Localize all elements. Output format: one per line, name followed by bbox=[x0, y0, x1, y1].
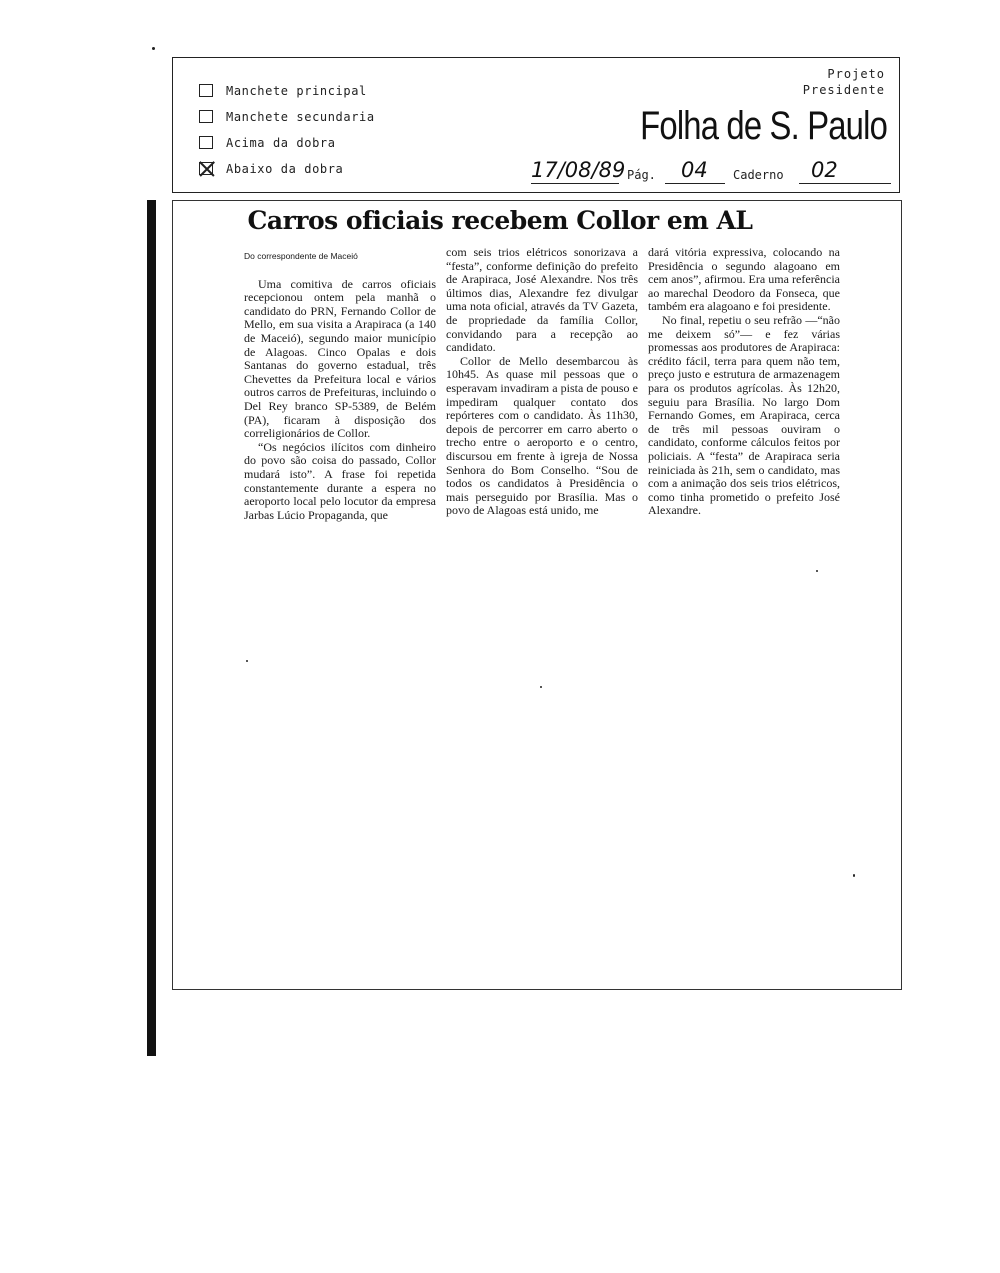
section-number: 02 bbox=[811, 158, 838, 182]
checkbox[interactable] bbox=[199, 84, 213, 97]
page-number: 04 bbox=[681, 158, 708, 182]
paragraph: dará vitória expressiva, colocando na Presidência o segundo alagoano em cem anos”, afirmou. Era uma referência ao marechal Deodoro da Fonseca, que também era alagoano e foi presidente. bbox=[648, 245, 840, 314]
project-label bbox=[803, 66, 885, 98]
checkbox[interactable] bbox=[199, 110, 213, 123]
page-underline bbox=[665, 183, 725, 185]
scan-speck bbox=[152, 47, 155, 50]
article-column-2 bbox=[446, 246, 638, 518]
article-column-1 bbox=[244, 250, 436, 522]
date-value: 17/08/89 bbox=[531, 158, 626, 182]
section-label: Caderno bbox=[733, 168, 784, 182]
paragraph: No final, repetiu o seu refrão —“não me deixem só”— e fez várias promessas aos produtores de Arapiraca: crédito fácil, terra para quem não tem, preço justo e estrutura de armazenagem para os produtos agrícolas. Às 12h20, seguiu para Brasília. No largo Dom Fernando Gomes, em Arapiraca, cerca de três mil pessoas ouviram o candidato, conforme cálculos feitos por policiais. A “festa” de Arapiraca seria reiniciada às 21h, sem o candidato, mas com a animação dos seis trios elétricos, como tinha prometido o prefeito José Alexandre. bbox=[648, 312, 840, 518]
option-acima-da-dobra[interactable] bbox=[199, 130, 375, 155]
paragraph: Uma comitiva de carros oficiais recepcionou ontem pela manhã o candidato do PRN, Fernando Collor de Mello, em sua visita a Arapiraca (a 140 de Maceió), segundo maior município de Alagoas. Cinco Opalas e dois Santanas do governo estadual, três Chevettes da Prefeitura local e vários outros carros de Prefeituras, incluindo o Del Rey branco SP-5389, de Belém (PA), ficaram à disposição dos correligionários de Collor. bbox=[244, 276, 436, 441]
paragraph: com seis trios elétricos sonorizava a “festa”, conforme definição do prefeito de Arapiraca, José Alexandre. Nos três últimos dias, Alexandre fez divulgar uma nota oficial, através da TV Gazeta, de propriedade da família Collor, convidando para a recepção ao candidato. bbox=[446, 245, 638, 355]
page-label: Pág. bbox=[627, 168, 656, 182]
clipping-meta bbox=[531, 158, 891, 184]
option-label: Abaixo da dobra bbox=[226, 161, 344, 176]
scan-edge-bar bbox=[147, 200, 156, 1056]
newspaper-name: Folha de S. Paulo bbox=[640, 104, 887, 148]
checkbox[interactable] bbox=[199, 136, 213, 149]
placement-options bbox=[199, 78, 375, 182]
byline: Do correspondente de Maceió bbox=[244, 251, 358, 261]
article-headline: Carros oficiais recebem Collor em AL bbox=[247, 206, 753, 235]
project-line: Projeto bbox=[827, 67, 885, 81]
option-label: Acima da dobra bbox=[226, 135, 336, 150]
clipping-form bbox=[172, 57, 900, 193]
paragraph: “Os negócios ilícitos com dinheiro do povo são coisa do passado, Collor mudará isto”. A frase foi repetida constantemente durante a espera no aeroporto local pelo locutor da empresa Jarbas Lúcio Propaganda, que bbox=[244, 439, 436, 522]
section-underline bbox=[799, 183, 891, 185]
option-label: Manchete secundaria bbox=[226, 109, 375, 124]
date-underline bbox=[531, 183, 619, 185]
option-label: Manchete principal bbox=[226, 83, 367, 98]
option-manchete-principal[interactable] bbox=[199, 78, 375, 103]
project-line: Presidente bbox=[802, 83, 885, 97]
option-abaixo-da-dobra[interactable] bbox=[199, 156, 375, 181]
option-manchete-secundaria[interactable] bbox=[199, 104, 375, 129]
checkbox-checked[interactable] bbox=[199, 162, 213, 175]
article-column-3 bbox=[648, 246, 840, 518]
paragraph: Collor de Mello desembarcou às 10h45. As quase mil pessoas que o esperavam invadiram a pista de pouso e impediram qualquer contato dos repórteres com o candidato. Às 11h30, depois de percorrer em carro aberto o trecho entre o aeroporto e o centro, discursou em frente à igreja de Nossa Senhora do Bom Conselho. “Sou de todos os candidatos à Presidência o mais perseguido por Brasília. Mas o povo de Alagoas está unido, me bbox=[446, 353, 638, 518]
